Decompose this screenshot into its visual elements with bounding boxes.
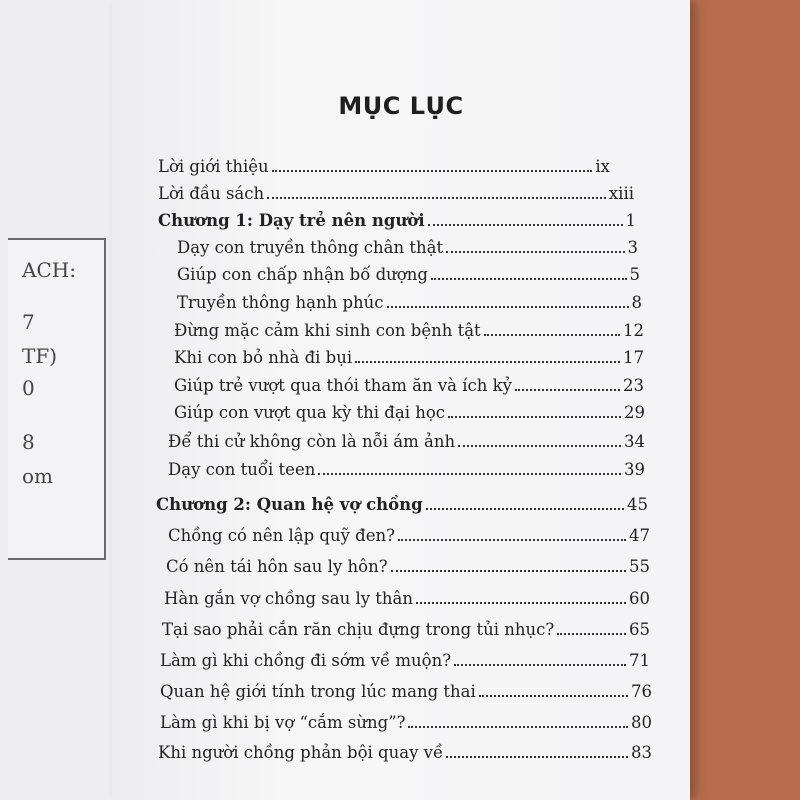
left-text-fragment: TF)	[22, 344, 58, 368]
toc-dot-leader	[557, 633, 626, 635]
toc-entry-label: Truyền thông hạnh phúc	[177, 293, 384, 312]
toc-entry	[174, 347, 644, 369]
toc-entry-label: Chương 1: Dạy trẻ nên người	[158, 211, 425, 230]
toc-page-number: ix	[595, 157, 610, 176]
toc-entry	[177, 292, 642, 314]
toc-entry	[160, 681, 652, 703]
toc-entry	[168, 431, 645, 453]
toc-entry-label: Làm gì khi bị vợ “cắm sừng”?	[160, 713, 406, 732]
toc-page-number: 76	[631, 682, 652, 701]
toc-page-number: 60	[629, 589, 650, 608]
toc-page-number: 80	[631, 713, 652, 732]
toc-page-number: 3	[627, 238, 638, 257]
toc-entry	[158, 183, 634, 205]
toc-dot-leader	[448, 416, 621, 418]
toc-page-number: xiii	[608, 184, 634, 203]
toc-page-number: 23	[623, 376, 644, 395]
toc-entry-label: Chồng có nên lập quỹ đen?	[168, 526, 395, 545]
toc-dot-leader	[426, 508, 624, 510]
toc-entry-label: Giúp con vượt qua kỳ thi đại học	[174, 403, 446, 422]
toc-entry-label: Để thi cử không còn là nỗi ám ảnh	[168, 432, 456, 451]
toc-dot-leader	[479, 695, 628, 697]
toc-entry-label: Làm gì khi chồng đi sớm về muộn?	[160, 651, 452, 670]
toc-entry	[177, 237, 638, 259]
toc-dot-leader	[428, 224, 623, 226]
toc-entry-label: Đừng mặc cảm khi sinh con bệnh tật	[174, 321, 481, 340]
toc-page	[112, 0, 690, 800]
toc-dot-leader	[391, 570, 626, 572]
toc-chapter-entry	[156, 494, 648, 516]
toc-entry-label: Quan hệ giới tính trong lúc mang thai	[160, 682, 476, 701]
toc-entry-label: Giúp con chấp nhận bố dượng	[177, 265, 428, 284]
toc-dot-leader	[272, 170, 593, 172]
toc-entry-label: Lời giới thiệu	[158, 157, 269, 176]
toc-dot-leader	[484, 334, 620, 336]
toc-entry-label: Khi người chồng phản bội quay về	[158, 743, 444, 762]
toc-entry	[160, 712, 652, 734]
table-of-contents	[112, 0, 690, 800]
toc-entry-label: Có nên tái hôn sau ly hôn?	[166, 557, 388, 576]
toc-entry	[174, 375, 644, 397]
toc-page-number: 47	[629, 526, 650, 545]
toc-entry	[160, 650, 650, 672]
toc-page-number: 34	[624, 432, 645, 451]
toc-page-number: 29	[624, 403, 645, 422]
left-text-fragment: 8	[22, 430, 35, 454]
toc-page-number: 83	[631, 743, 652, 762]
toc-page-number: 71	[629, 651, 650, 670]
toc-dot-leader	[416, 602, 626, 604]
left-text-fragment: om	[22, 464, 54, 488]
left-text-fragment: ACH:	[22, 258, 76, 282]
left-page-box	[8, 238, 106, 560]
toc-dot-leader	[446, 756, 628, 758]
toc-entry	[158, 742, 652, 764]
toc-dot-leader	[408, 726, 628, 728]
toc-page-number: 5	[629, 265, 640, 284]
toc-entry-label: Dạy con truyền thông chân thật	[177, 238, 444, 257]
toc-page-number: 12	[623, 321, 644, 340]
toc-entry	[158, 156, 610, 178]
toc-page-number: 65	[629, 620, 650, 639]
toc-page-number: 39	[624, 460, 645, 479]
toc-dot-leader	[355, 361, 620, 363]
left-text-fragment: 7	[22, 310, 35, 334]
toc-dot-leader	[458, 445, 621, 447]
toc-entry	[168, 459, 645, 481]
toc-page-number: 17	[623, 348, 644, 367]
toc-entry	[168, 525, 650, 547]
left-text-fragment: 0	[22, 376, 35, 400]
toc-entry	[177, 264, 640, 286]
toc-entry	[162, 619, 650, 641]
toc-dot-leader	[267, 197, 606, 199]
toc-dot-leader	[454, 664, 626, 666]
toc-page-number: 45	[627, 495, 648, 514]
toc-entry-label: Tại sao phải cắn răn chịu đựng trong tủi nhục?	[162, 620, 555, 639]
toc-page-number: 1	[625, 211, 636, 230]
toc-dot-leader	[398, 539, 626, 541]
toc-entry-label: Hàn gắn vợ chồng sau ly thân	[164, 589, 414, 608]
toc-dot-leader	[387, 306, 629, 308]
toc-page-number: 55	[629, 557, 650, 576]
toc-entry	[174, 402, 645, 424]
toc-entry-label: Khi con bỏ nhà đi bụi	[174, 348, 353, 367]
toc-page-number: 8	[631, 293, 642, 312]
toc-dot-leader	[446, 251, 624, 253]
toc-entry-label: Chương 2: Quan hệ vợ chồng	[156, 495, 423, 514]
toc-dot-leader	[431, 278, 627, 280]
toc-dot-leader	[318, 473, 621, 475]
toc-entry	[166, 556, 650, 578]
left-page	[0, 0, 112, 800]
toc-dot-leader	[515, 389, 620, 391]
toc-entry	[164, 588, 650, 610]
toc-entry-label: Giúp trẻ vượt qua thói tham ăn và ích kỷ	[174, 376, 512, 395]
toc-entry-label: Dạy con tuổi teen	[168, 460, 316, 479]
page-title: MỤC LỤC	[338, 92, 464, 120]
toc-entry-label: Lời đầu sách	[158, 184, 265, 203]
toc-entry	[174, 320, 644, 342]
toc-chapter-entry	[158, 210, 636, 232]
